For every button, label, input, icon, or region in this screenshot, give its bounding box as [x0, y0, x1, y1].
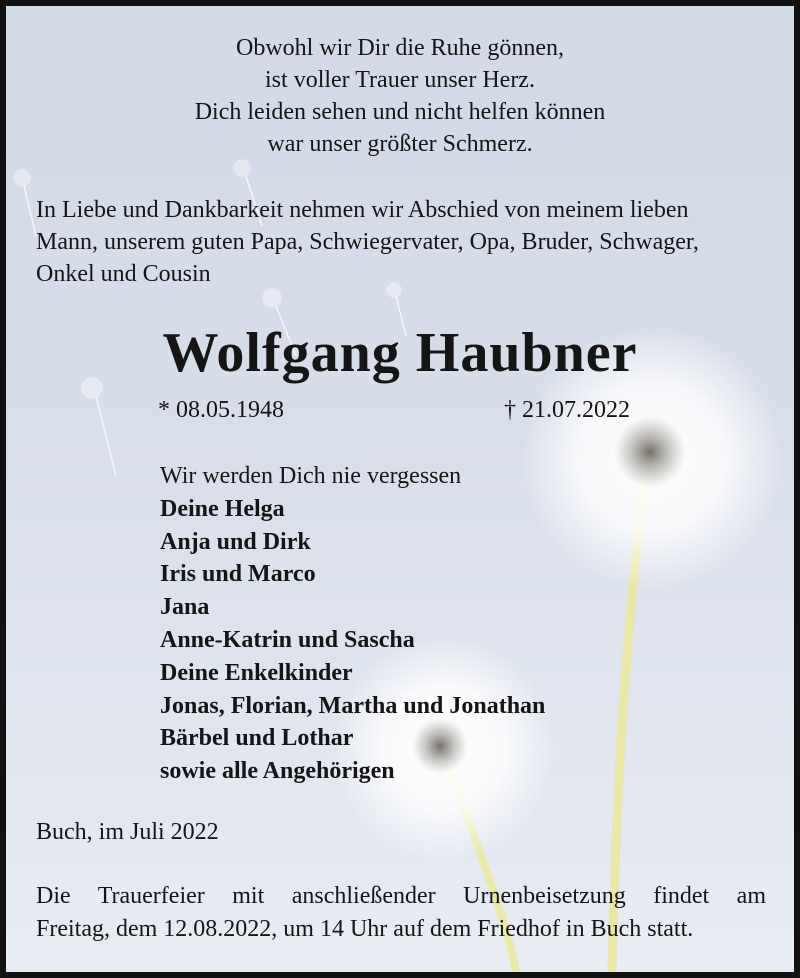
announcement-text	[36, 194, 766, 290]
death-date: † 21.07.2022	[504, 397, 630, 423]
mourner-entry: Jonas, Florian, Martha und Jonathan	[160, 692, 546, 719]
birth-date: * 08.05.1948	[158, 397, 284, 423]
obituary-card	[6, 6, 794, 972]
funeral-service-info	[36, 880, 766, 946]
deceased-name: Wolfgang Haubner	[162, 322, 638, 384]
announcement-line: In Liebe und Dankbarkeit nehmen wir Abschied von meinem lieben	[36, 197, 689, 223]
service-line: Freitag, dem 12.08.2022, um 14 Uhr auf dem Friedhof in Buch statt.	[36, 916, 694, 942]
mourner-entry: Anja und Dirk	[160, 528, 311, 555]
mourner-entry: sowie alle Angehörigen	[160, 758, 395, 785]
service-line: Die Trauerfeier mit anschließender Urnenbeisetzung findet am	[36, 883, 766, 909]
poem-line: war unser größter Schmerz.	[267, 131, 533, 157]
memorial-poem	[6, 32, 794, 160]
mourner-entry: Deine Enkelkinder	[160, 659, 353, 686]
poem-line: ist voller Trauer unser Herz.	[265, 67, 535, 93]
place-and-date: Buch, im Juli 2022	[36, 819, 219, 845]
announcement-line: Onkel und Cousin	[36, 261, 211, 287]
poem-line: Dich leiden sehen und nicht helfen können	[194, 99, 606, 125]
mourner-entry: Bärbel und Lothar	[160, 725, 354, 752]
mourners-list	[160, 460, 545, 788]
mourners-intro: Wir werden Dich nie vergessen	[160, 463, 462, 489]
mourner-entry: Anne-Katrin und Sascha	[160, 626, 415, 653]
dandelion-core-upper	[614, 416, 686, 488]
mourner-entry: Deine Helga	[160, 495, 285, 522]
mourner-entry: Jana	[160, 594, 210, 621]
mourner-entry: Iris und Marco	[160, 561, 316, 588]
announcement-line: Mann, unserem guten Papa, Schwiegervater, Opa, Bruder, Schwager,	[36, 229, 699, 255]
poem-line: Obwohl wir Dir die Ruhe gönnen,	[236, 35, 564, 61]
